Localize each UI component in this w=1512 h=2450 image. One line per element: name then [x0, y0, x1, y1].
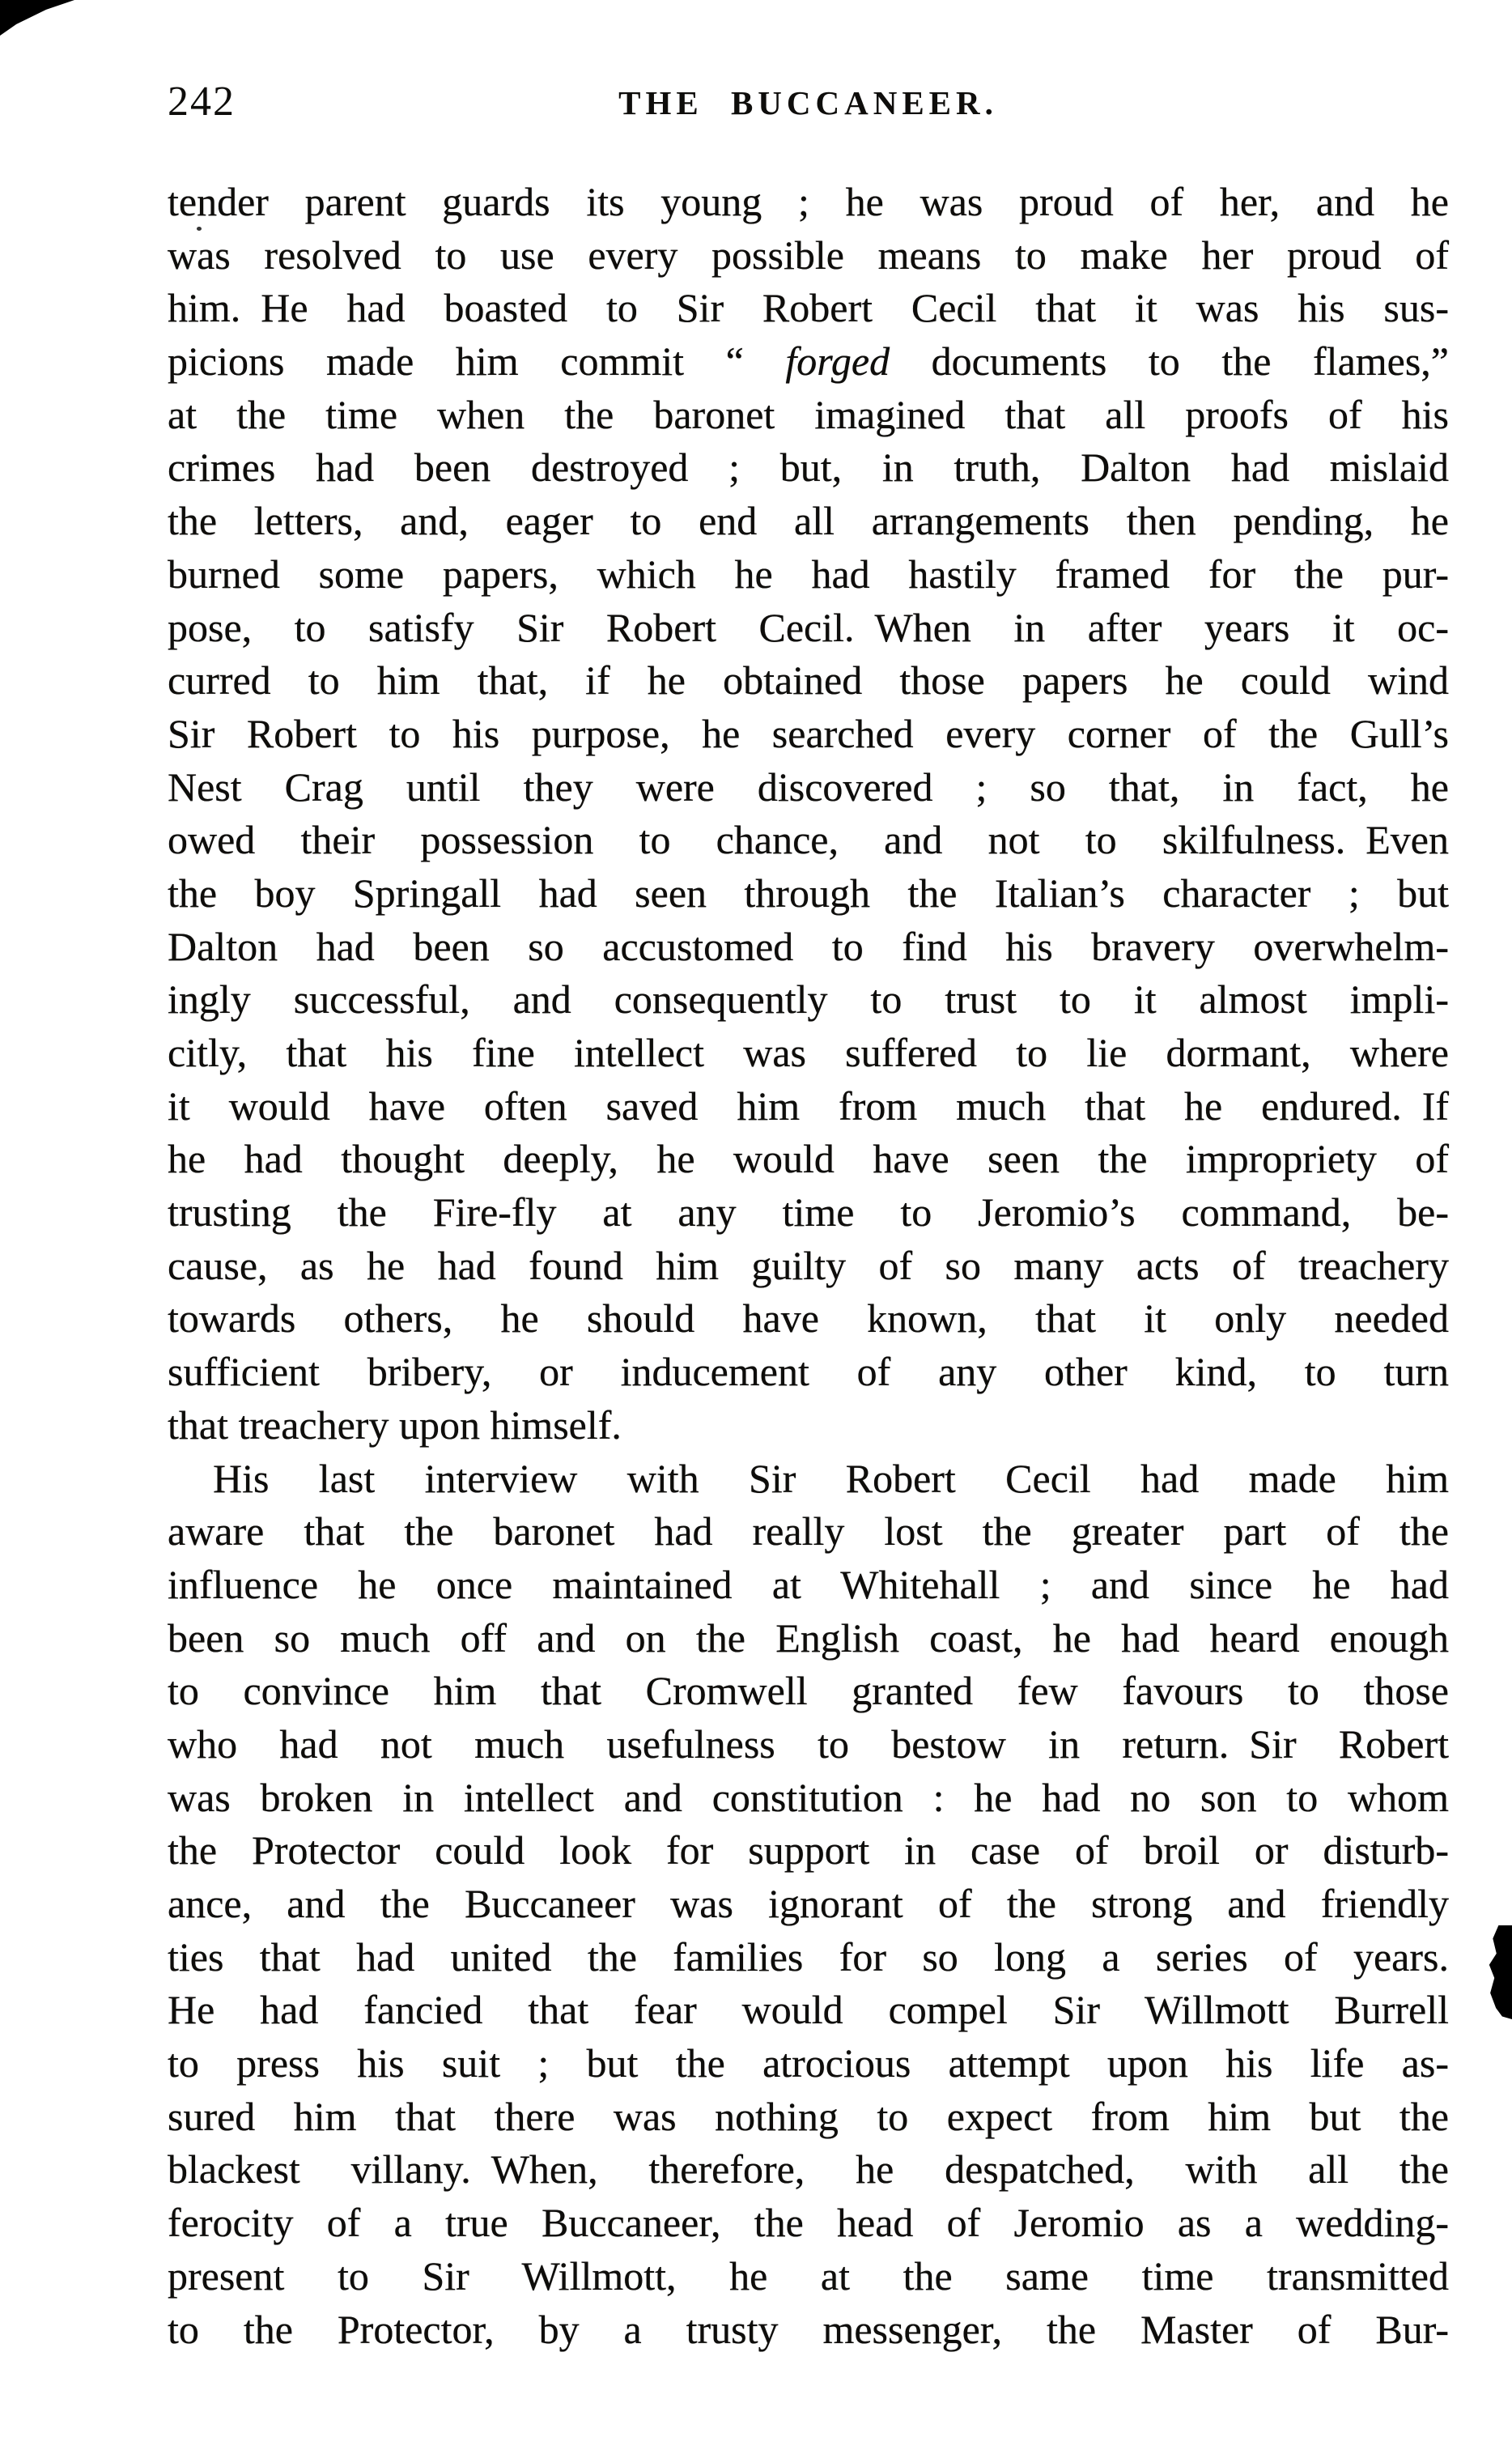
text-line-24 [168, 1399, 1449, 1453]
text-run: that treachery upon himself. [168, 1402, 622, 1448]
text-line-37 [168, 2091, 1449, 2144]
text-line-18 [168, 1080, 1449, 1134]
text-line-23 [168, 1346, 1449, 1399]
text-run: cause, as he had found him guilty of so many acts of treachery [168, 1242, 1449, 1288]
text-run: been so much off and on the English coast, he had heard enough [168, 1614, 1449, 1661]
text-run: He had fancied that fear would compel Sir Willmott Burrell [168, 1987, 1449, 2033]
text-run: to convince him that Cromwell granted few favours to those [168, 1668, 1449, 1714]
text-run: burned some papers, which he had hastily framed for the pur- [168, 551, 1449, 597]
text-line-30 [168, 1718, 1449, 1772]
text-line-5 [168, 389, 1449, 442]
text-line-11 [168, 708, 1449, 761]
text-line-16 [168, 973, 1449, 1027]
text-run: to the Protector, by a trusty messenger, the Master of Bur- [168, 2306, 1449, 2352]
italic-word: forged [785, 338, 890, 385]
text-run: was resolved to use every possible means to make her proud of [168, 232, 1449, 278]
text-run: he had thought deeply, he would have seen the impropriety of [168, 1136, 1449, 1182]
text-line-1 [168, 176, 1449, 229]
text-line-2 [168, 229, 1449, 283]
text-line-14 [168, 867, 1449, 921]
text-run: blackest villany. When, therefore, he despatched, with all the [168, 2146, 1449, 2193]
text-run: His last interview with Sir Robert Cecil had made him [213, 1455, 1449, 1501]
text-run: documents to the flames,” [890, 338, 1449, 385]
text-run: tender parent guards its young ; he was proud of her, and he [168, 179, 1449, 224]
text-run: at the time when the baronet imagined that all proofs of his [168, 391, 1449, 437]
text-run: trusting the Fire-fly at any time to Jeromio’s command, be- [168, 1189, 1449, 1236]
text-run: present to Sir Willmott, he at the same time transmitted [168, 2252, 1449, 2299]
text-run: curred to him that, if he obtained those papers he could wind [168, 657, 1449, 704]
text-run: it would have often saved him from much that he endured. If [168, 1083, 1449, 1129]
text-run: crimes had been destroyed ; but, in truth, Dalton had mislaid [168, 444, 1449, 491]
text-line-9 [168, 602, 1449, 655]
text-run: who had not much usefulness to bestow in return. Sir Robert [168, 1721, 1449, 1767]
text-line-33 [168, 1878, 1449, 1931]
text-run: ingly successful, and consequently to trust to it almost impli- [168, 976, 1449, 1023]
text-run: pose, to satisfy Sir Robert Cecil. When in after years it oc- [168, 604, 1449, 650]
text-line-6 [168, 441, 1449, 495]
text-line-25 [168, 1453, 1449, 1506]
text-run: Dalton had been so accustomed to find his bravery overwhelm- [168, 923, 1449, 969]
text-run: the boy Springall had seen through the Italian’s character ; but [168, 870, 1449, 916]
text-line-41 [168, 2303, 1449, 2357]
text-block [168, 176, 1449, 2356]
text-run: aware that the baronet had really lost the greater part of the [168, 1508, 1449, 1555]
text-run: sufficient bribery, or inducement of any other kind, to turn [168, 1349, 1449, 1395]
text-line-3 [168, 282, 1449, 335]
text-run: citly, that his fine intellect was suffered to lie dormant, where [168, 1030, 1449, 1075]
text-run: influence he once maintained at Whitehall ; and since he had [168, 1561, 1449, 1607]
text-line-7 [168, 495, 1449, 548]
text-line-27 [168, 1559, 1449, 1612]
text-run: Nest Crag until they were discovered ; so that, in fact, he [168, 763, 1449, 810]
page-number: 242 [168, 79, 236, 125]
text-run: ferocity of a true Buccaneer, the head of Jeromio as a wedding- [168, 2200, 1449, 2246]
text-run: picions made him commit “ [168, 338, 786, 385]
text-line-38 [168, 2143, 1449, 2197]
text-line-19 [168, 1133, 1449, 1186]
text-line-10 [168, 654, 1449, 708]
text-line-31 [168, 1772, 1449, 1825]
text-run: the Protector could look for support in case of broil or disturb- [168, 1827, 1449, 1874]
text-line-8 [168, 548, 1449, 602]
text-line-22 [168, 1292, 1449, 1346]
text-line-39 [168, 2197, 1449, 2250]
text-line-21 [168, 1240, 1449, 1293]
text-run: sured him that there was nothing to expect from him but the [168, 2093, 1449, 2139]
text-run: was broken in intellect and constitution : he had no son to whom [168, 1774, 1449, 1820]
text-run: owed their possession to chance, and not to skilfulness. Even [168, 817, 1449, 863]
scan-artifact-ink-blob [1486, 1925, 1512, 2019]
running-title: THE BUCCANEER. [618, 84, 998, 121]
text-line-15 [168, 921, 1449, 974]
text-run: Sir Robert to his purpose, he searched every corner of the Gull’s [168, 710, 1449, 756]
text-run: ties that had united the families for so long a series of years. [168, 1933, 1449, 1980]
text-line-35 [168, 1984, 1449, 2037]
text-line-34 [168, 1931, 1449, 1984]
text-line-13 [168, 814, 1449, 867]
text-run: the letters, and, eager to end all arrangements then pending, he [168, 498, 1449, 544]
text-line-4 [168, 335, 1449, 389]
text-line-40 [168, 2250, 1449, 2303]
text-run: ance, and the Buccaneer was ignorant of the strong and friendly [168, 1881, 1449, 1926]
text-line-32 [168, 1824, 1449, 1878]
text-run: towards others, he should have known, that it only needed [168, 1295, 1449, 1342]
text-run: him. He had boasted to Sir Robert Cecil that it was his sus- [168, 285, 1449, 331]
text-line-17 [168, 1027, 1449, 1080]
text-line-36 [168, 2037, 1449, 2091]
text-line-29 [168, 1665, 1449, 1718]
text-run: to press his suit ; but the atrocious attempt upon his life as- [168, 2040, 1449, 2086]
text-line-28 [168, 1612, 1449, 1665]
text-line-26 [168, 1505, 1449, 1559]
scan-artifact-corner-wedge [0, 0, 74, 36]
text-line-20 [168, 1186, 1449, 1240]
text-line-12 [168, 761, 1449, 815]
